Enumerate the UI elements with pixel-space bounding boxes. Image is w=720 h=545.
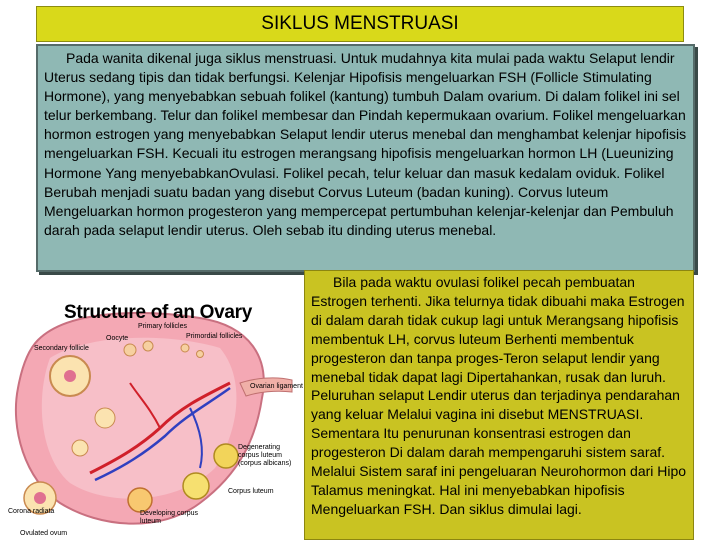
menstruation-paragraph: Bila pada waktu ovulasi folikel pecah pembuatan Estrogen terhenti. Jika telurnya tidak dibuahi maka Estrogen di dalam darah tidak cukup lagi untuk Merangsang hipofisis membentuk LH, corvus luteum Berhenti membentuk progesteron dan tanpa proges-Teron selaput lendir yang menebal tidak dapat lagi Dipertahankan, rusak dan luruh. Peluruhan selaput Lendir uterus dan terjadinya pendarahan yang keluar Melalui vagina ini disebut MENSTRUASI. Sementara Itu penurunan konsentrasi estrogen dan progesteron Di dalam darah mempengaruhi sistem saraf. Melalui Sistem saraf ini pengeluaran Neurohormon dari Hipo Talamus meningkat. Hal ini menyebabkan hipofisis Mengeluarkan FSH. Dan siklus dimulai lagi. xyxy=(311,274,687,517)
primary-follicle-shape xyxy=(124,344,136,356)
intro-paragraph: Pada wanita dikenal juga siklus menstruasi. Untuk mudahnya kita mulai pada waktu Selaput lendir Uterus sedang tipis dan tidak berfungsi. Kelenjar Hipofisis mengeluarkan FSH (Follicle Stimulating Hormone), yang menyebabkan sebuah folikel (kantung) tumbuh Dalam ovarium. Di dalam folikel ini sel telur berkembang. Telur dan folikel membesar dan Pindah kepermukaan ovarium. Folikel mengeluarkan hormon estrogen yang menyebabkan Selaput lendir uterus menebal dan menghambat kelenjar hipofisis mengeluarkan FSH. Kecuali itu estrogen merangsang hipofisis mengeluarkan hormon LH (Lueunizing Hormone Yang menyebabkanOvulasi. Folikel pecah, telur keluar dan masuk kedalam oviduk. Folikel Berubah menjadi suatu badan yang disebut Corvus Luteum (badan kuning). Corvus luteum Mengeluarkan hormon progesteron yang mempercepat pertumbuhan kelenjar-kelenjar dan Pembuluh darah pada selaput lendir uterus. Oleh sebab itu dinding uterus menebal. xyxy=(44,50,687,238)
label-primary-follicles: Primary follicles xyxy=(138,323,188,330)
ovulated-ovum-shape xyxy=(34,492,46,504)
label-corona-radiata: Corona radiata xyxy=(8,508,55,515)
label-corpus-luteum: Corpus luteum xyxy=(228,488,274,495)
intro-text-box xyxy=(36,44,695,272)
label-ovulated-ovum: Ovulated ovum xyxy=(20,530,68,537)
primordial-follicle-shape-2 xyxy=(197,351,204,358)
label-degenerating: Degenerating corpus luteum (corpus albicans) xyxy=(238,444,292,467)
oocyte-shape xyxy=(64,370,76,382)
label-developing-corpus-luteum: Developing corpus luteum xyxy=(140,510,198,525)
slide-title: SIKLUS MENSTRUASI xyxy=(261,13,459,34)
primordial-follicle-shape xyxy=(181,344,189,352)
corpus-luteum-shape xyxy=(183,473,209,499)
figure-title: Structure of an Ovary xyxy=(64,302,252,323)
growing-follicle-shape-2 xyxy=(72,440,88,456)
label-oocyte: Oocyte xyxy=(106,335,129,342)
growing-follicle-shape xyxy=(95,408,115,428)
primary-follicle-shape-2 xyxy=(143,341,153,351)
label-ovarian-ligament: Ovarian ligament xyxy=(250,383,303,390)
developing-corpus-luteum-shape xyxy=(128,488,152,512)
corpus-albicans-shape xyxy=(214,444,238,468)
menstruation-text-box xyxy=(304,270,694,540)
label-primordial-follicles: Primordial follicles xyxy=(186,333,243,340)
label-secondary-follicle: Secondary follicle xyxy=(34,345,89,352)
title-banner xyxy=(36,6,684,42)
